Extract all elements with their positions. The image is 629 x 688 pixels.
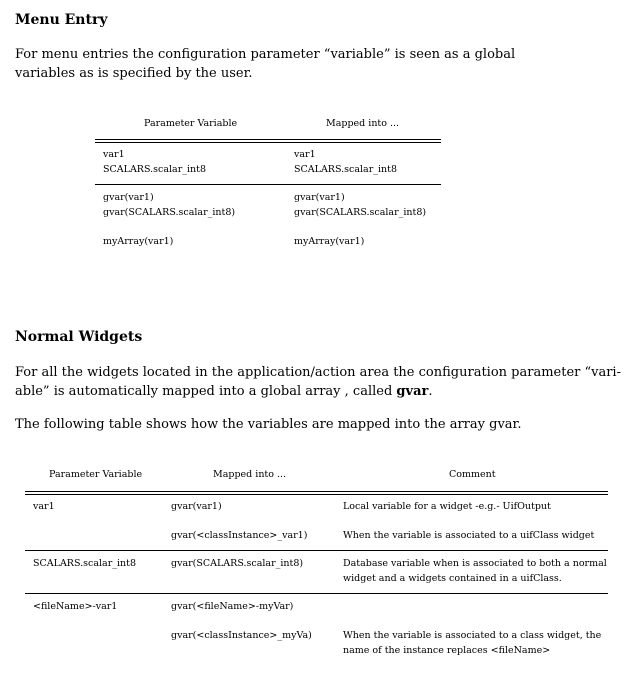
table-cell: gvar(SCALARS.scalar_int8)	[171, 558, 304, 569]
table-header-parameter-variable: Parameter Variable	[49, 469, 143, 480]
table-group-rule	[95, 184, 441, 185]
table-cell: gvar(var1)	[294, 192, 345, 203]
table-header-comment: Comment	[449, 469, 496, 480]
widgets-para-text: .	[428, 384, 433, 399]
table-cell: When the variable is associated to a class widget, the	[343, 630, 602, 641]
widgets-table-intro: The following table shows how the variables are mapped into the array gvar.	[15, 417, 522, 432]
table-header-parameter-variable: Parameter Variable	[144, 118, 238, 129]
table-cell: var1	[103, 149, 125, 160]
table-cell: myArray(var1)	[103, 236, 174, 247]
table-header-rule	[25, 491, 608, 495]
widgets-para-text: able” is automatically mapped into a global array , called	[15, 384, 397, 399]
menu-entry-heading: Menu Entry	[15, 12, 108, 28]
table-cell: name of the instance replaces <fileName>	[343, 645, 551, 656]
table-cell: gvar(SCALARS.scalar_int8)	[103, 207, 236, 218]
table-group-rule	[25, 593, 608, 594]
menu-entry-paragraph	[15, 45, 515, 83]
table-cell: When the variable is associated to a uifClass widget	[343, 530, 595, 541]
table-cell: Database variable when is associated to both a normal	[343, 558, 607, 569]
widgets-para-line-2	[15, 382, 615, 401]
table-group-rule	[25, 550, 608, 551]
table-header-rule	[95, 139, 441, 143]
table-cell: Local variable for a widget -e.g.- UifOutput	[343, 501, 551, 512]
table-cell: gvar(var1)	[103, 192, 154, 203]
widgets-para-line-1: For all the widgets located in the application/action area the configuration parameter “vari-	[15, 365, 621, 380]
table-cell: SCALARS.scalar_int8	[33, 558, 137, 569]
table-cell: gvar(<classInstance>_var1)	[171, 530, 308, 541]
table-header-mapped-into: Mapped into ...	[326, 118, 400, 129]
table-cell: var1	[294, 149, 316, 160]
normal-widgets-heading: Normal Widgets	[15, 329, 143, 345]
table-cell: SCALARS.scalar_int8	[294, 164, 398, 175]
table-cell: myArray(var1)	[294, 236, 365, 247]
table-header-mapped-into: Mapped into ...	[213, 469, 287, 480]
table-cell: widget and a widgets contained in a uifClass.	[343, 573, 562, 584]
table-cell: gvar(SCALARS.scalar_int8)	[294, 207, 427, 218]
menu-para-line-1: For menu entries the configuration parameter “variable” is seen as a global	[15, 47, 516, 62]
table-cell: gvar(<fileName>-myVar)	[171, 601, 294, 612]
table-cell: gvar(<classInstance>_myVa)	[171, 630, 312, 641]
normal-widgets-paragraph	[15, 363, 621, 401]
table-cell: var1	[33, 501, 55, 512]
menu-para-line-2: variables as is specified by the user.	[15, 66, 253, 81]
table-cell: SCALARS.scalar_int8	[103, 164, 207, 175]
gvar-bold-term: gvar	[396, 384, 429, 399]
table-cell: <fileName>-var1	[33, 601, 118, 612]
table-cell: gvar(var1)	[171, 501, 222, 512]
